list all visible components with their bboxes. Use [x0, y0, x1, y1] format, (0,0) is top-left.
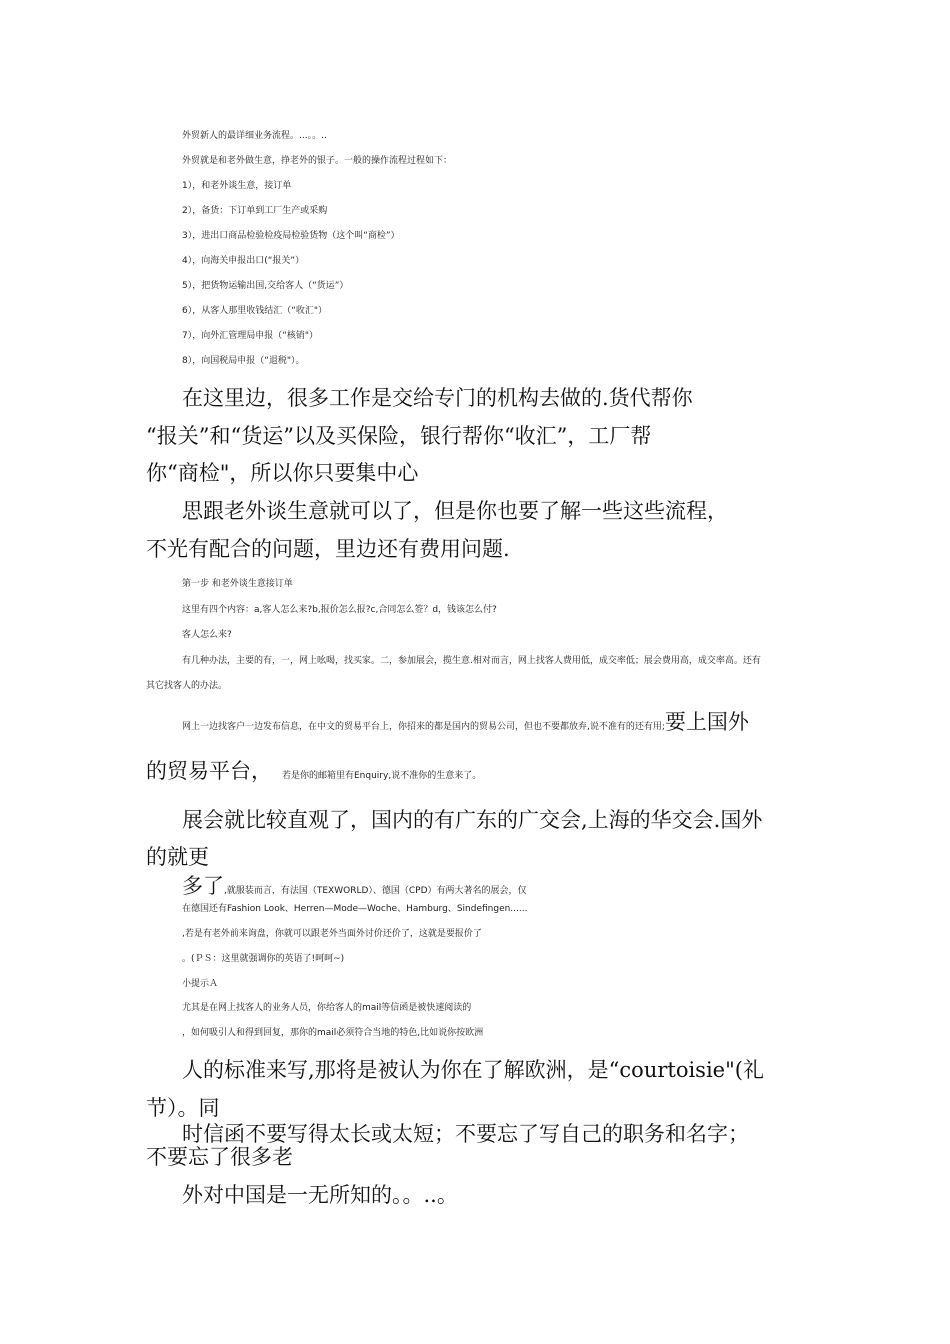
inline-large-text: 的贸易平台， — [146, 759, 272, 783]
section-line: 其它找客人的办法。 — [146, 681, 228, 691]
paragraph-line: 在这里边，很多工作是交给专门的机构去做的.货代帮你 — [182, 386, 693, 410]
section-line: 尤其是在网上找客人的业务人员，你给客人的mail等信函是被快速阅读的 — [182, 1003, 472, 1013]
section-line: 客人怎么来? — [182, 630, 232, 640]
inline-small-text: ,就服装而言，有法国（TEXWORLD）、德国（CPD）有两大著名的展会，仅 — [224, 886, 527, 896]
paragraph-line: 思跟老外谈生意就可以了，但是你也要了解一些这些流程， — [182, 499, 728, 523]
paragraph-line: 的就更 — [146, 845, 209, 869]
paragraph-line: 展会就比较直观了，国内的有广东的广交会,上海的华交会.国外 — [182, 808, 763, 832]
inline-small-text: 若是你的邮箱里有Enquiry,说不准你的生意来了。 — [282, 771, 482, 781]
paragraph-line: 不要忘了很多老 — [146, 1145, 293, 1169]
section-line: 这里有四个内容：a,客人怎么来?b,报价怎么报?c,合同怎么签？d，钱该怎么付? — [182, 605, 497, 615]
section-line: 在德国还有Fashion Look、Herren—Mode—Woche、Hamburg、Sindefingen...... — [182, 904, 528, 914]
step-item: 3），进出口商品检验检疫局检验货物（这个叫“商检”） — [182, 231, 400, 241]
section-line: ，如何吸引人和得到回复，那你的mail必须符合当地的特色,比如说你按欧洲 — [182, 1028, 484, 1038]
section-line: 有几种办法，主要的有，一，网上吆喝，找买家。二，参加展会，揽生意.相对而言，网上找客人费用低，成交率低；展会费用高，成交率高。还有 — [182, 656, 761, 666]
paragraph-line: 节）。同 — [146, 1096, 220, 1120]
paragraph-line: “报关”和“货运”以及买保险，银行帮你“收汇”，工厂帮 — [146, 424, 652, 448]
inline-large-text: 多了 — [182, 874, 224, 898]
step-item: 7），向外汇管理局申报（“核销"） — [182, 331, 319, 341]
step-item: 2），备货：下订单到工厂生产或采购 — [182, 206, 328, 216]
mixed-line — [182, 870, 527, 900]
step-item: 4），向海关申报出口(“报关”） — [182, 256, 305, 266]
step-item: 8），向国税局申报（“退税"）。 — [182, 356, 305, 366]
mixed-line — [146, 755, 481, 785]
tip-title: 小提示Ａ — [182, 979, 219, 989]
paragraph-line: 你“商检"，所以你只要集中心 — [146, 461, 419, 485]
section-heading: 第一步 和老外谈生意接订单 — [182, 579, 293, 589]
step-item: 6），从客人那里收钱结汇（“收汇"） — [182, 306, 328, 316]
section-line: 。(ＰＳ：这里就强调你的英语了!呵呵~) — [182, 954, 345, 964]
paragraph-line: 时信函不要写得太长或太短；不要忘了写自己的职务和名字； — [182, 1122, 749, 1146]
mixed-line — [182, 706, 749, 736]
paragraph-line: 外对中国是一无所知的。。..。 — [182, 1183, 458, 1207]
paragraph-line: 不光有配合的问题，里边还有费用问题. — [146, 537, 510, 561]
doc-title: 外贸新人的最详细业务流程。...。。.. — [182, 131, 327, 141]
intro-line: 外贸就是和老外做生意，挣老外的银子。一般的操作流程过程如下： — [182, 156, 453, 166]
step-item: 1），和老外谈生意，接订单 — [182, 181, 292, 191]
inline-large-text: 要上国外 — [664, 710, 749, 734]
paragraph-line: 人的标准来写,那将是被认为你在了解欧洲，是“courtoisie"(礼 — [182, 1058, 764, 1082]
inline-small-text: 网上一边找客户一边发布信息，在中文的贸易平台上，你招来的都是国内的贸易公司，但也不要都放弃,说不准有的还有用; — [182, 722, 665, 732]
section-line: ,若是有老外前来询盘，你就可以跟老外当面外讨价还价了，这就是要报价了 — [182, 929, 482, 939]
step-item: 5），把货物运输出国,交给客人（“货运”） — [182, 281, 349, 291]
